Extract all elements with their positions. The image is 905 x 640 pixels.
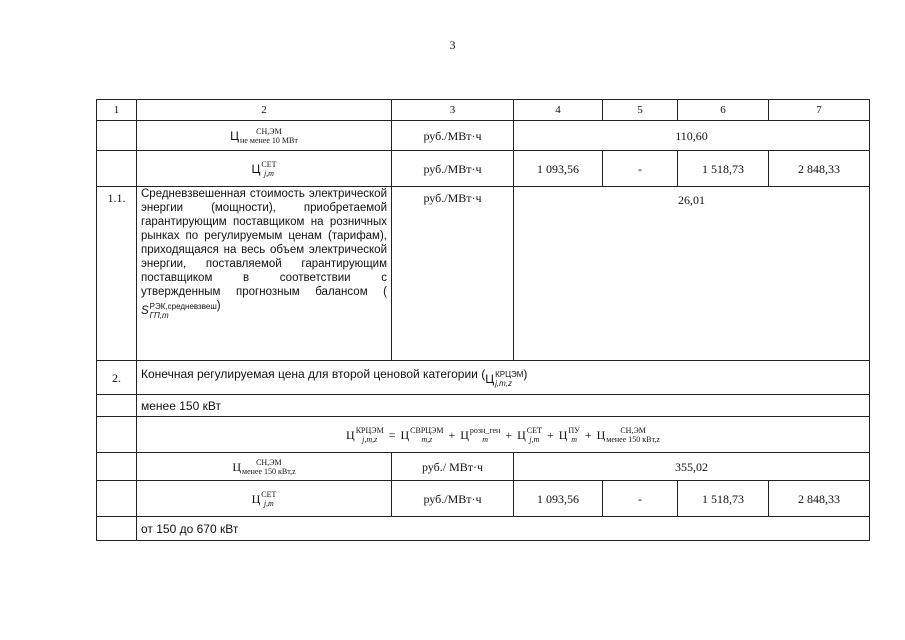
value-cell: - (603, 151, 678, 187)
number-cell: 2. (97, 361, 137, 395)
number-cell (97, 417, 137, 453)
value-cell: - (603, 481, 678, 517)
table-row (97, 453, 870, 481)
number-cell (97, 517, 137, 541)
header-cell: 4 (514, 100, 603, 121)
value-cell: 1 518,73 (678, 481, 769, 517)
formula-cell (137, 151, 392, 187)
header-cell: 7 (769, 100, 870, 121)
page-number: 3 (449, 38, 456, 52)
value-cell: 26,01 (514, 187, 870, 361)
value-cell: 2 848,33 (769, 151, 870, 187)
unit-cell: руб./МВт·ч (392, 121, 514, 151)
header-cell: 2 (137, 100, 392, 121)
subsection-cell: менее 150 кВт (137, 395, 870, 417)
table-row (97, 417, 870, 453)
unit-cell: руб./МВт·ч (392, 481, 514, 517)
formula-set: Ц СЕТ j,m (251, 489, 277, 508)
formula-cell (137, 121, 392, 151)
number-cell (97, 481, 137, 517)
formula-set: Ц СЕТ j,m (251, 159, 277, 178)
header-cell: 5 (603, 100, 678, 121)
formula-s-gp: S РЭК,средневзвеш ГП,m (141, 302, 217, 320)
unit-cell: руб./МВт·ч (392, 187, 514, 361)
header-row (97, 100, 870, 121)
number-cell (97, 121, 137, 151)
table-row (97, 151, 870, 187)
equation-cell (137, 417, 870, 453)
table-row (97, 361, 870, 395)
value-cell: 1 093,56 (514, 481, 603, 517)
number-cell: 1.1. (97, 187, 137, 361)
header-cell: 1 (97, 100, 137, 121)
value-cell: 355,02 (514, 453, 870, 481)
table-row (97, 395, 870, 417)
unit-cell: руб./МВт·ч (392, 151, 514, 187)
number-cell (97, 151, 137, 187)
table-row (97, 517, 870, 541)
formula-krcem: Ц КРЦЭМ j,m,z (485, 370, 524, 388)
formula-sn-em-150kw: Ц СН,ЭМ менее 150 кВт,z (232, 457, 296, 476)
table-row (97, 121, 870, 151)
value-cell: 2 848,33 (769, 481, 870, 517)
number-cell (97, 453, 137, 481)
formula-sn-em-10mw: Ц СН,ЭМ не менее 10 МВт (230, 126, 298, 145)
value-cell: 1 093,56 (514, 151, 603, 187)
formula-cell (137, 481, 392, 517)
description-cell: Средневзвешенная стоимость электрической энергии (мощности), приобретаемой гарантирующим поставщиком на розничных рынках по регулируемым ценам (тарифам), приходящаяся на весь объем электрической энергии, поставляемой гарантирующим поставщиком в соответствии с утвержденным прогнозным балансом ( S РЭК,средневзвеш ГП,m ) (137, 187, 392, 361)
table-row (97, 481, 870, 517)
tariff-table (96, 99, 870, 541)
equation-krcem: Ц КРЦЭМ j,m,z = Ц СВРЦЭМ m,z + Ц розн_ген m + Ц СЕТ j,m + Ц ПУ m + Ц СН,ЭМ менее 150 кВт,z (346, 425, 660, 444)
section-title-cell: Конечная регулируемая цена для второй ценовой категории ( Ц КРЦЭМ j,m,z ) (137, 361, 870, 395)
unit-cell: руб./ МВт·ч (392, 453, 514, 481)
header-cell: 3 (392, 100, 514, 121)
header-cell: 6 (678, 100, 769, 121)
table-row (97, 187, 870, 361)
value-cell: 110,60 (514, 121, 870, 151)
subsection-cell: от 150 до 670 кВт (137, 517, 870, 541)
formula-cell (137, 453, 392, 481)
value-cell: 1 518,73 (678, 151, 769, 187)
number-cell (97, 395, 137, 417)
